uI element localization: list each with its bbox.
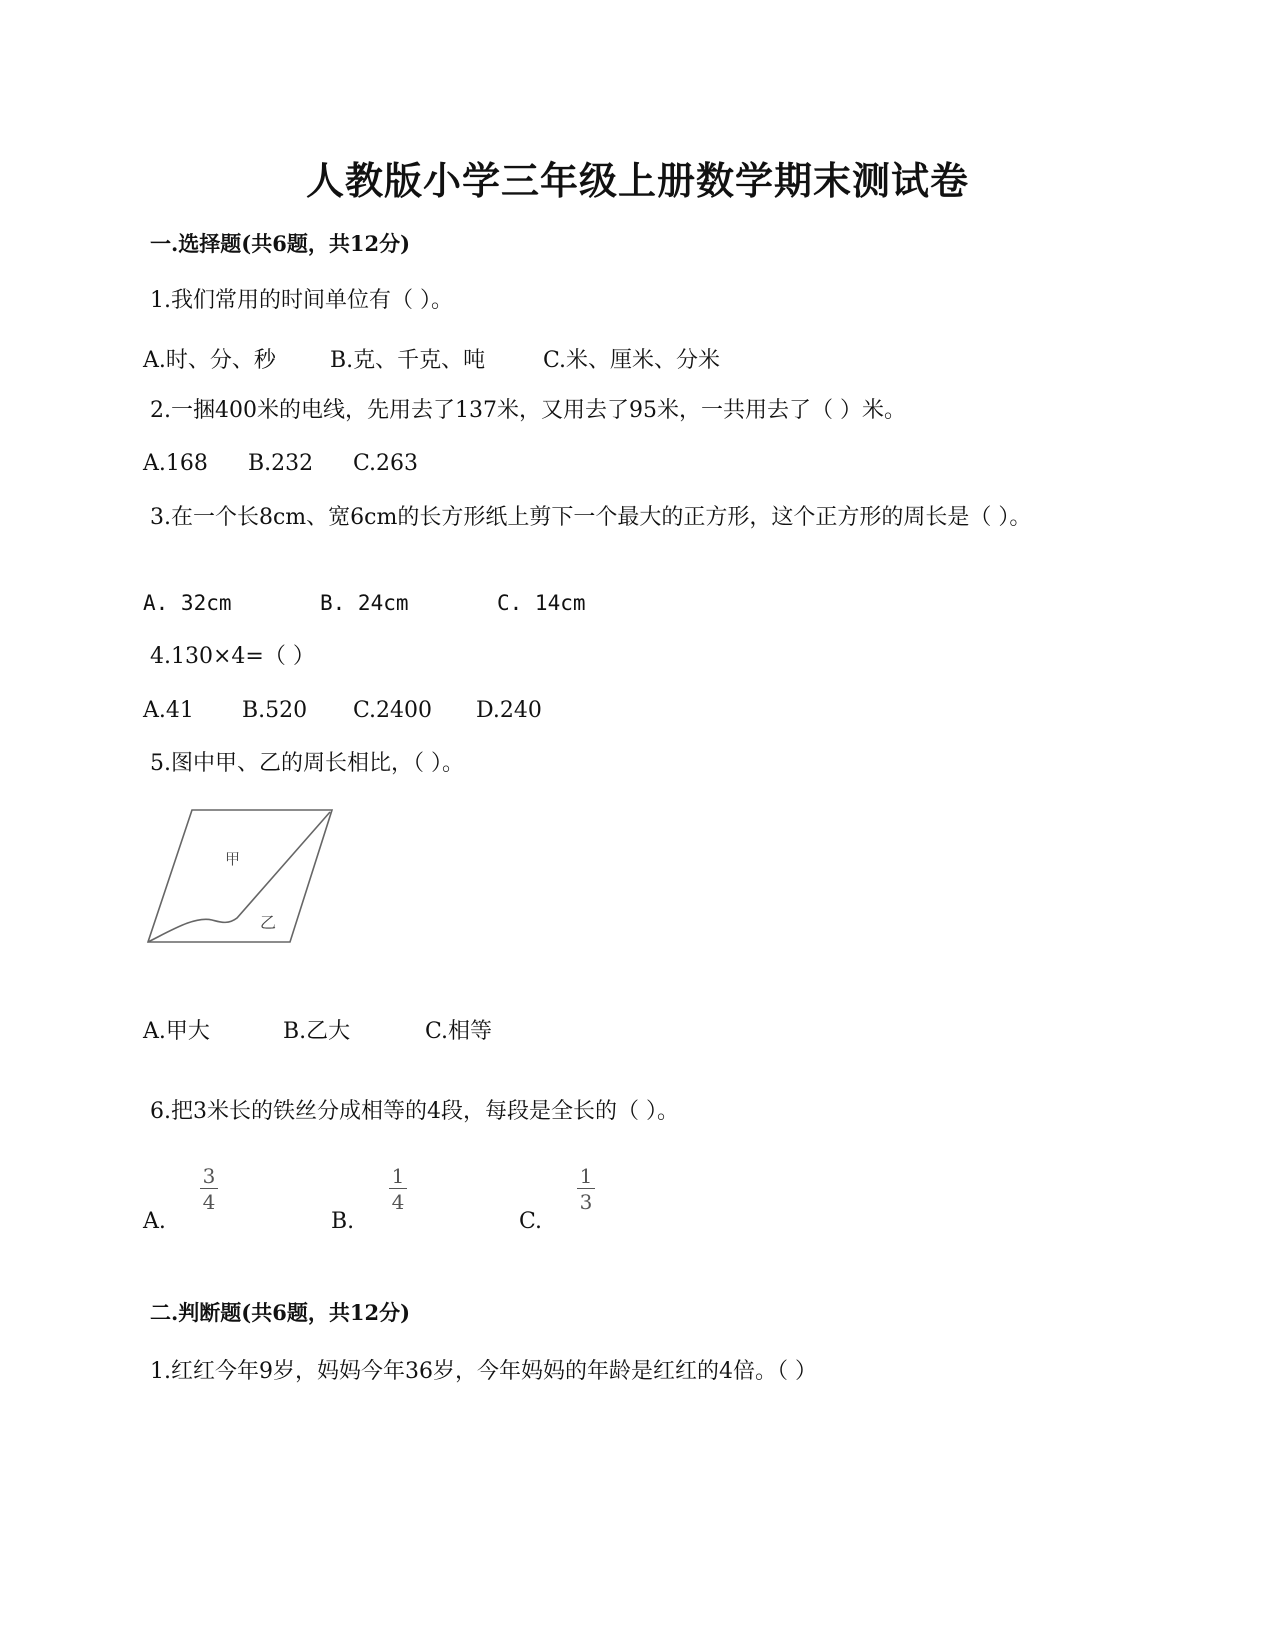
q3-option-c: C. 14cm (497, 591, 586, 615)
q4-option-c: C.2400 (353, 698, 433, 723)
fraction-numerator: 1 (579, 1164, 593, 1188)
question-2-text: 2.一捆400米的电线，先用去了137米，又用去了95米，一共用去了（ ）米。 (150, 398, 906, 423)
q4-option-a: A.41 (143, 698, 194, 723)
q1-option-c: C.米、厘米、分米 (543, 348, 721, 373)
fraction-numerator: 1 (391, 1164, 405, 1188)
region-jia-label: 甲 (225, 850, 241, 868)
q3-option-a: A. 32cm (143, 591, 232, 615)
question-6-text: 6.把3米长的铁丝分成相等的4段，每段是全长的（ ）。 (150, 1099, 679, 1124)
section-heading-choice: 一.选择题(共6题，共12分) (150, 231, 411, 256)
q2-option-a: A.168 (143, 451, 208, 476)
q6-option-a-fraction (200, 1165, 218, 1213)
q6-option-b-fraction (389, 1165, 407, 1213)
question-3-text: 3.在一个长8cm、宽6cm的长方形纸上剪下一个最大的正方形，这个正方形的周长是（ ）。 (150, 505, 1032, 530)
dividing-curve (148, 812, 330, 942)
q2-option-c: C.263 (353, 451, 419, 476)
parallelogram-figure (140, 800, 340, 950)
q1-option-a: A.时、分、秒 (143, 348, 276, 373)
q5-option-b: B.乙大 (283, 1019, 351, 1044)
fraction-denominator: 4 (202, 1190, 216, 1214)
q5-option-c: C.相等 (425, 1019, 493, 1044)
q6-option-c-fraction (577, 1165, 595, 1213)
fraction-denominator: 4 (391, 1190, 405, 1214)
q4-option-d: D.240 (476, 698, 542, 723)
judgement-question-1-text: 1.红红今年9岁，妈妈今年36岁，今年妈妈的年龄是红红的4倍。（ ） (150, 1359, 817, 1384)
question-4-text: 4.130×4=（ ） (150, 644, 315, 669)
question-5-text: 5.图中甲、乙的周长相比，（ ）。 (150, 751, 464, 776)
fraction-bar (200, 1188, 218, 1189)
parallelogram-outline (148, 810, 332, 942)
page-title: 人教版小学三年级上册数学期末测试卷 (305, 158, 969, 203)
region-yi-label: 乙 (260, 913, 277, 932)
q6-option-c-label: C. (519, 1209, 543, 1234)
q6-option-a-label: A. (143, 1209, 166, 1234)
fraction-bar (389, 1188, 407, 1189)
q4-option-b: B.520 (242, 698, 308, 723)
fraction-numerator: 3 (202, 1164, 216, 1188)
q3-option-b: B. 24cm (320, 591, 409, 615)
q1-option-b: B.克、千克、吨 (330, 348, 486, 373)
section-heading-judgement: 二.判断题(共6题，共12分) (150, 1300, 411, 1325)
q2-option-b: B.232 (248, 451, 314, 476)
fraction-denominator: 3 (579, 1190, 593, 1214)
fraction-bar (577, 1188, 595, 1189)
q6-option-b-label: B. (331, 1209, 355, 1234)
q5-option-a: A.甲大 (143, 1019, 210, 1044)
question-1-text: 1.我们常用的时间单位有（ ）。 (150, 288, 453, 313)
